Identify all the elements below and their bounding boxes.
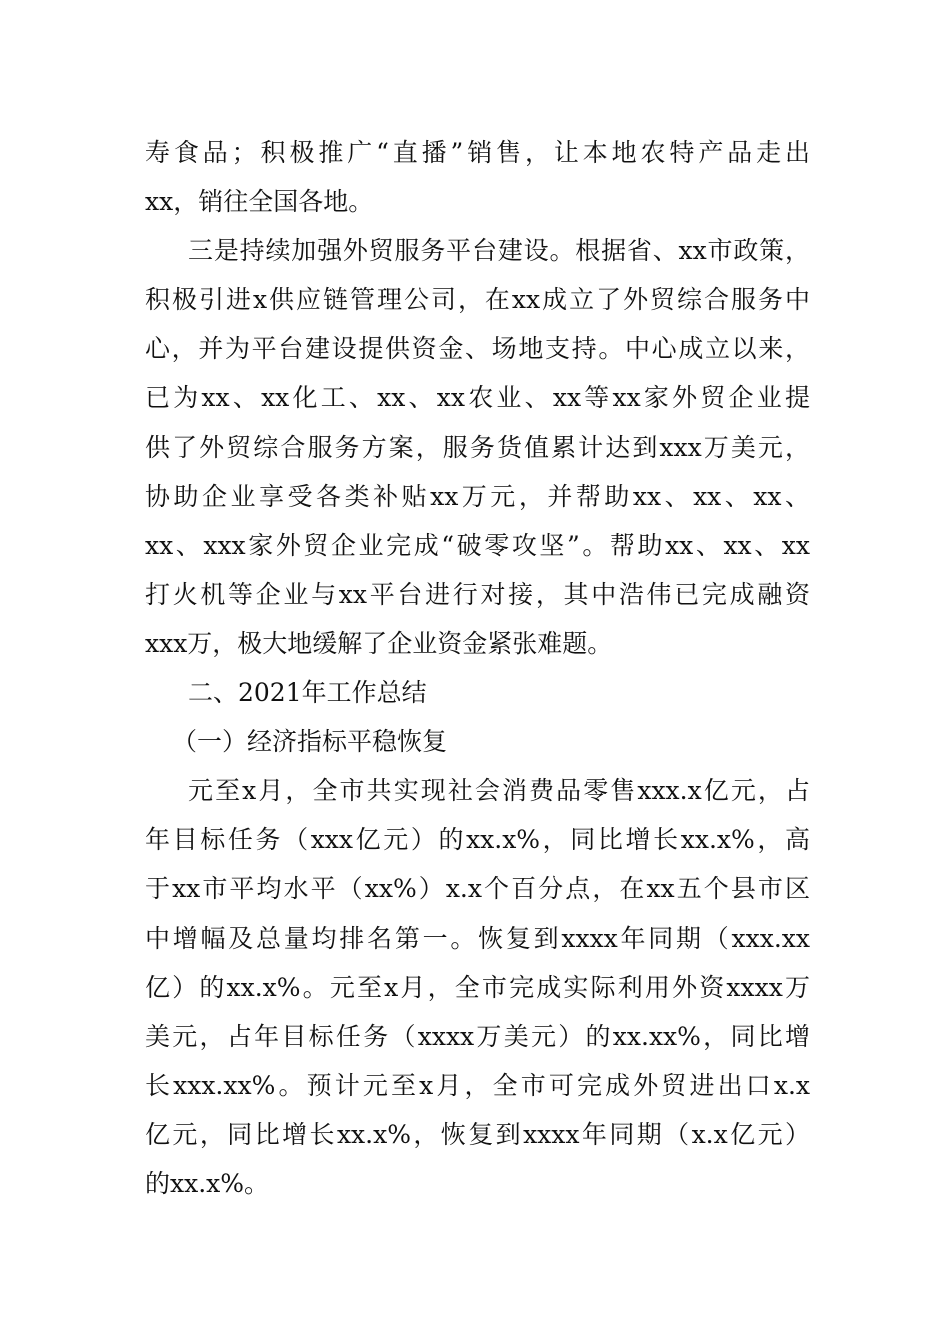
paragraph-line: 积极引进x供应链管理公司，在xx成立了外贸综合服务中 bbox=[145, 285, 810, 315]
paragraph-line: 中增幅及总量均排名第一。恢复到xxxx年同期（xxx.xx bbox=[145, 923, 810, 953]
paragraph-line: xx、xxx家外贸企业完成“破零攻坚”。帮助xx、xx、xx bbox=[145, 530, 810, 560]
paragraph-line: 年目标任务（xxx亿元）的xx.x%，同比增长xx.x%，高 bbox=[145, 825, 810, 855]
paragraph-line: 寿食品；积极推广“直播”销售，让本地农特产品走出 bbox=[145, 138, 810, 167]
paragraph-line: 长xxx.xx%。预计元至x月，全市可完成外贸进出口x.x bbox=[145, 1070, 810, 1100]
paragraph-line: xx，销往全国各地。 bbox=[145, 187, 374, 217]
subsection-heading: （一）经济指标平稳恢复 bbox=[172, 727, 448, 757]
paragraph-line: 协助企业享受各类补贴xx万元，并帮助xx、xx、xx、 bbox=[145, 481, 810, 511]
paragraph-line: 的xx.x%。 bbox=[145, 1168, 269, 1198]
document-body bbox=[145, 128, 810, 1208]
paragraph-line: 已为xx、xx化工、xx、xx农业、xx等xx家外贸企业提 bbox=[145, 383, 810, 413]
paragraph-line: 三是持续加强外贸服务平台建设。根据省、xx市政策， bbox=[188, 236, 810, 266]
paragraph-line: 亿）的xx.x%。元至x月，全市完成实际利用外资xxxx万 bbox=[145, 972, 810, 1002]
paragraph-line: xxx万，极大地缓解了企业资金紧张难题。 bbox=[145, 628, 613, 658]
paragraph-line: 打火机等企业与xx平台进行对接，其中浩伟已完成融资 bbox=[145, 579, 810, 609]
paragraph-line: 元至x月，全市共实现社会消费品零售xxx.x亿元，占 bbox=[188, 776, 810, 806]
paragraph-line: 美元，占年目标任务（xxxx万美元）的xx.xx%，同比增 bbox=[145, 1021, 810, 1051]
paragraph-line: 亿元，同比增长xx.x%，恢复到xxxx年同期（x.x亿元） bbox=[145, 1119, 810, 1149]
paragraph-line: 心，并为平台建设提供资金、场地支持。中心成立以来， bbox=[145, 334, 810, 364]
paragraph-line: 于xx市平均水平（xx%）x.x个百分点，在xx五个县市区 bbox=[145, 874, 810, 904]
paragraph-line: 供了外贸综合服务方案，服务货值累计达到xxx万美元， bbox=[145, 432, 810, 462]
section-heading: 二、2021年工作总结 bbox=[188, 678, 427, 708]
